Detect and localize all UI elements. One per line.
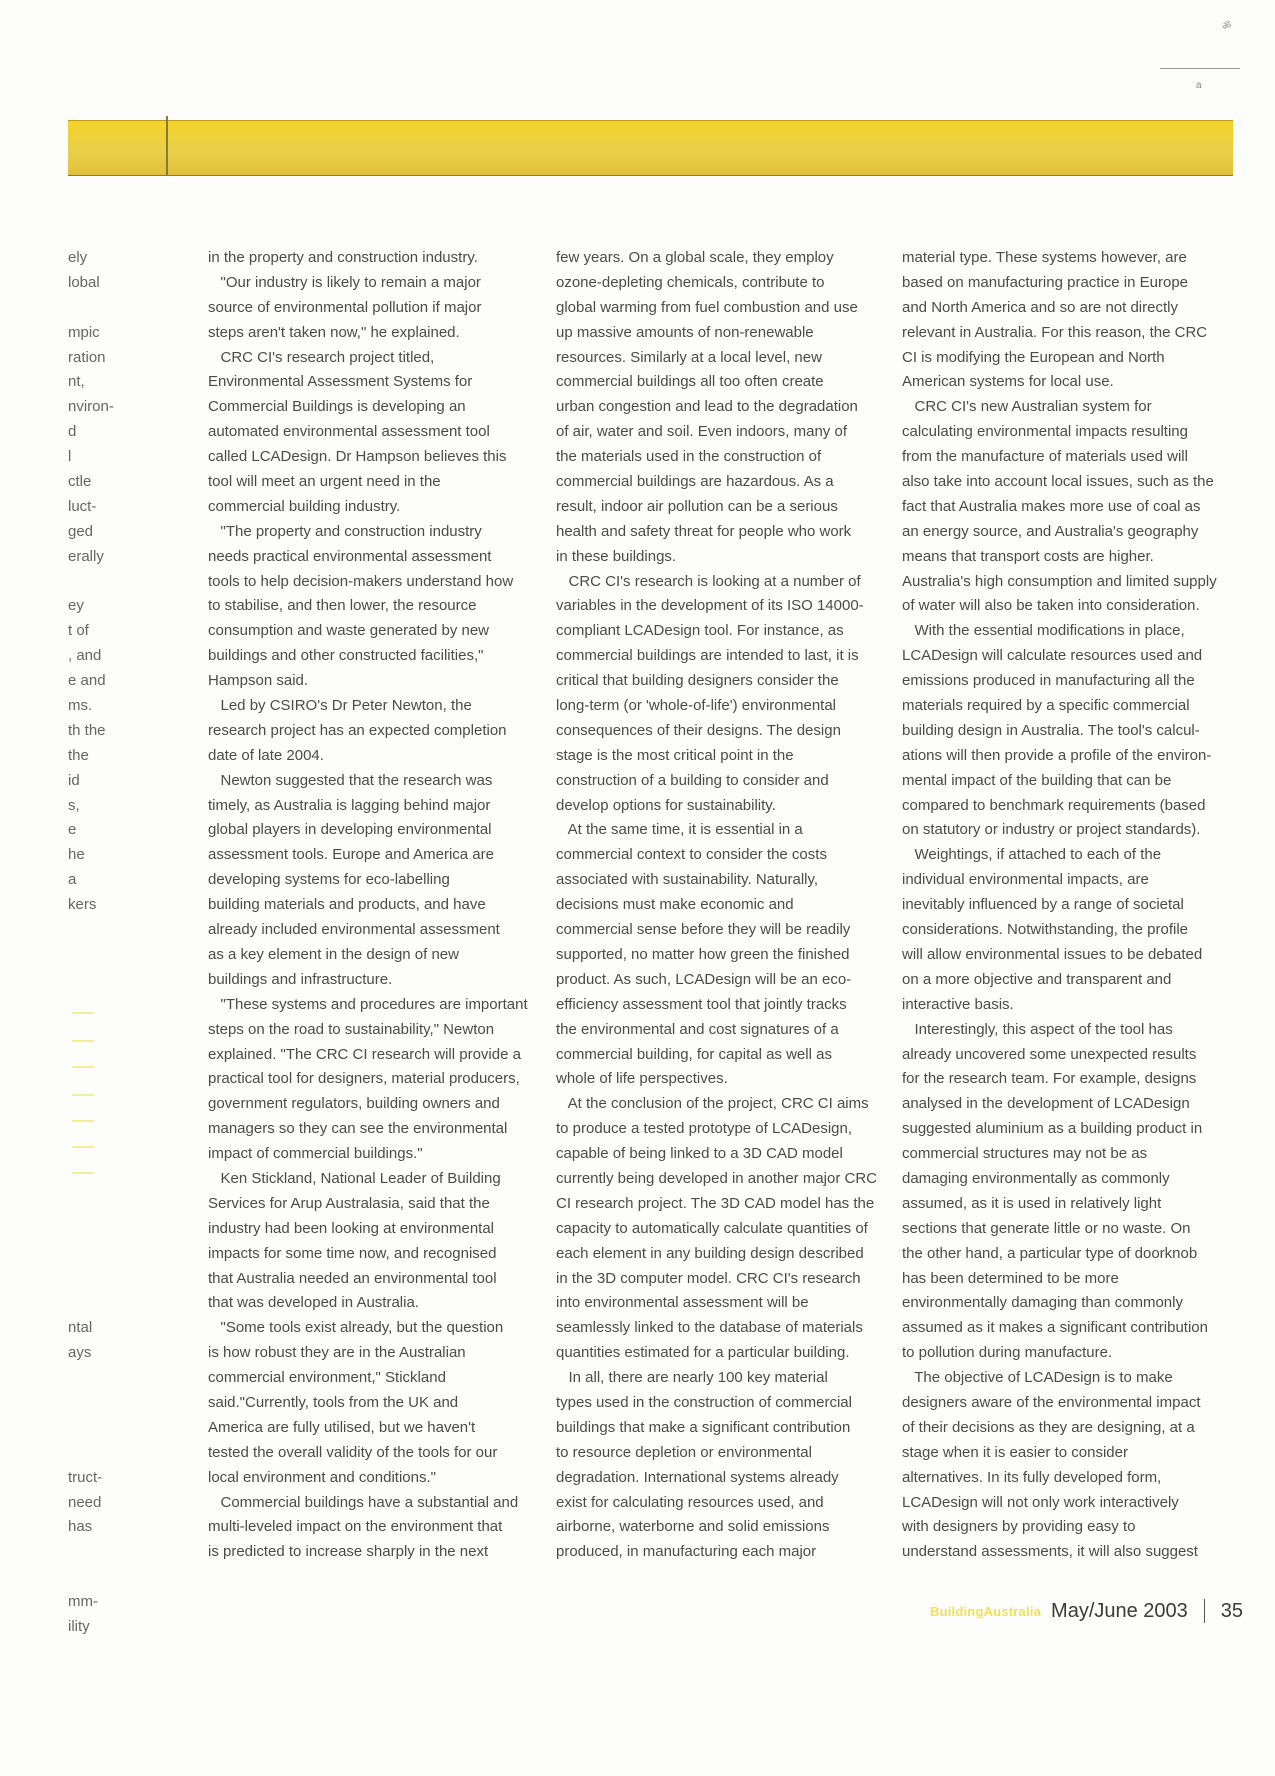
text-line: currently being developed in another major CRC <box>556 1169 878 1187</box>
text-line: commercial buildings are hazardous. As a <box>556 473 834 491</box>
text-line: America are fully utilised, but we haven't <box>208 1418 476 1436</box>
text-line: assumed, as it is used in relatively light <box>902 1194 1162 1212</box>
text-line: airborne, waterborne and solid emissions <box>556 1518 830 1536</box>
text-line: whole of life perspectives. <box>556 1070 728 1088</box>
text-line: in the property and construction industry. <box>208 249 478 266</box>
text-line: called LCADesign. Dr Hampson believes this <box>208 448 507 466</box>
text-line: associated with sustainability. Naturally, <box>556 871 819 889</box>
text-line: tool will meet an urgent need in the <box>208 473 441 491</box>
text-line: compared to benchmark requirements (based <box>902 796 1206 814</box>
text-line: stage is the most critical point in the <box>556 746 794 764</box>
edge-fragment: lobal <box>68 273 100 291</box>
text-line: damaging environmentally as commonly <box>902 1169 1170 1187</box>
text-line: practical tool for designers, material producers, <box>208 1070 520 1088</box>
text-line: "The property and construction industry <box>208 522 482 540</box>
article-column-2 <box>556 246 886 1565</box>
text-line: alternatives. In its fully developed form, <box>902 1468 1162 1486</box>
edge-fragment <box>68 1217 138 1242</box>
text-line: analysed in the development of LCADesign <box>902 1095 1190 1113</box>
edge-fragment <box>68 1167 138 1192</box>
text-line: to resource depletion or environmental <box>556 1443 812 1461</box>
text-line: commercial sense before they will be readily <box>556 921 851 939</box>
text-line: Ken Stickland, National Leader of Building <box>208 1169 501 1187</box>
text-line: exist for calculating resources used, and <box>556 1493 824 1511</box>
edge-fragment: th the <box>68 721 106 739</box>
text-line: CI research project. The 3D CAD model has the <box>556 1194 875 1212</box>
text-line: to pollution during manufacture. <box>902 1344 1113 1362</box>
banner-divider <box>166 116 168 176</box>
top-rule <box>1160 68 1240 69</box>
edge-fragment: need <box>68 1493 102 1511</box>
text-line: also take into account local issues, such as the <box>902 473 1214 491</box>
text-line: material type. These systems however, are <box>902 249 1187 266</box>
edge-fragment: e and <box>68 672 106 690</box>
edge-fragment <box>68 1242 138 1267</box>
text-line: calculating environmental impacts resulting <box>902 423 1188 441</box>
text-line: inevitably influenced by a range of societal <box>902 896 1184 914</box>
text-line: sections that generate little or no waste. On <box>902 1219 1191 1237</box>
edge-fragment: ays <box>68 1344 92 1362</box>
text-line: consumption and waste generated by new <box>208 622 490 640</box>
text-line: critical that building designers consider the <box>556 672 839 690</box>
text-line: commercial context to consider the costs <box>556 846 827 864</box>
text-line: local environment and conditions." <box>208 1468 436 1486</box>
text-line: said."Currently, tools from the UK and <box>208 1393 459 1411</box>
edge-fragment: he <box>68 846 85 864</box>
text-line: seamlessly linked to the database of materials <box>556 1319 863 1337</box>
edge-fragment <box>68 968 138 993</box>
text-line: the other hand, a particular type of doorknob <box>902 1244 1198 1262</box>
text-line: commercial environment," Stickland <box>208 1369 446 1387</box>
left-edge-fragments <box>68 246 138 1640</box>
text-line: Weightings, if attached to each of the <box>902 846 1162 864</box>
text-line: buildings and other constructed facilities," <box>208 647 484 665</box>
text-line: global warming from fuel combustion and use <box>556 298 858 316</box>
text-line: CRC CI's research is looking at a number of <box>556 572 861 590</box>
edge-fragment <box>68 570 138 595</box>
edge-fragment <box>68 1366 138 1391</box>
text-line: is how robust they are in the Australian <box>208 1344 466 1362</box>
text-line: produced, in manufacturing each major <box>556 1543 817 1561</box>
text-line: impacts for some time now, and recognised <box>208 1244 497 1262</box>
text-line: source of environmental pollution if major <box>208 298 482 316</box>
text-line: explained. "The CRC CI research will provide a <box>208 1045 521 1063</box>
text-line: few years. On a global scale, they employ <box>556 249 834 266</box>
text-line: an energy source, and Australia's geography <box>902 522 1199 540</box>
text-line: emissions produced in manufacturing all the <box>902 672 1195 690</box>
edge-fragment <box>68 943 138 968</box>
text-line: construction of a building to consider and <box>556 771 829 789</box>
text-line: Hampson said. <box>208 672 309 690</box>
magazine-brand: BuildingAustralia <box>930 1603 1042 1619</box>
edge-fragment: nviron- <box>68 398 114 416</box>
text-line: is predicted to increase sharply in the next <box>208 1543 489 1561</box>
text-line: from the manufacture of materials used will <box>902 448 1188 466</box>
text-line: assumed as it makes a significant contribution <box>902 1319 1208 1337</box>
edge-fragment: id <box>68 771 80 789</box>
text-line: In all, there are nearly 100 key material <box>556 1369 828 1387</box>
header-banner <box>68 120 1233 176</box>
edge-fragment: the <box>68 746 89 764</box>
text-line: At the conclusion of the project, CRC CI aims <box>556 1095 869 1113</box>
text-line: ozone-depleting chemicals, contribute to <box>556 273 825 291</box>
text-line: compliant LCADesign tool. For instance, as <box>556 622 844 640</box>
text-line: into environmental assessment will be <box>556 1294 809 1312</box>
text-line: as a key element in the design of new <box>208 945 459 963</box>
edge-fragment: nt, <box>68 373 85 391</box>
text-line: for the research team. For example, designs <box>902 1070 1197 1088</box>
text-line: assessment tools. Europe and America are <box>208 846 494 864</box>
text-line: result, indoor air pollution can be a serious <box>556 497 838 515</box>
text-line: Led by CSIRO's Dr Peter Newton, the <box>208 697 472 715</box>
text-line: resources. Similarly at a local level, new <box>556 348 822 366</box>
edge-fragment <box>68 1267 138 1292</box>
text-line: product. As such, LCADesign will be an eco- <box>556 970 852 988</box>
text-line: Environmental Assessment Systems for <box>208 373 473 391</box>
text-line: environmentally damaging than commonly <box>902 1294 1183 1312</box>
text-line: capable of being linked to a 3D CAD model <box>556 1145 843 1163</box>
page-footer <box>930 1596 1243 1626</box>
text-line: timely, as Australia is lagging behind major <box>208 796 491 814</box>
text-line: "Some tools exist already, but the question <box>208 1319 504 1337</box>
text-line: efficiency assessment tool that jointly tracks <box>556 995 847 1013</box>
text-line: tools to help decision-makers understand how <box>208 572 514 590</box>
edge-fragment <box>68 1067 138 1092</box>
text-line: industry had been looking at environmental <box>208 1219 495 1237</box>
edge-fragment <box>68 1540 138 1565</box>
text-line: quantities estimated for a particular building. <box>556 1344 850 1362</box>
text-line: the environmental and cost signatures of a <box>556 1020 839 1038</box>
text-line: variables in the development of its ISO 14000- <box>556 597 864 615</box>
text-line: in the 3D computer model. CRC CI's research <box>556 1269 861 1287</box>
text-line: multi-leveled impact on the environment that <box>208 1518 503 1536</box>
edge-fragment: l <box>68 448 72 466</box>
edge-fragment: kers <box>68 896 97 914</box>
edge-fragment: a <box>68 871 77 889</box>
edge-fragment: ged <box>68 522 94 540</box>
text-line: and North America and so are not directly <box>902 298 1178 316</box>
edge-fragment <box>68 296 138 321</box>
edge-fragment <box>68 1043 138 1068</box>
text-line: the materials used in the construction of <box>556 448 822 466</box>
edge-fragment <box>68 918 138 943</box>
text-line: CRC CI's new Australian system for <box>902 398 1152 416</box>
text-line: steps aren't taken now," he explained. <box>208 323 460 341</box>
edge-fragment: t of <box>68 622 89 640</box>
text-line: each element in any building design described <box>556 1244 864 1262</box>
text-line: buildings that make a significant contribution <box>556 1418 851 1436</box>
edge-fragment <box>68 1441 138 1466</box>
text-line: With the essential modifications in place, <box>902 622 1185 640</box>
text-line: Commercial Buildings is developing an <box>208 398 466 416</box>
edge-fragment: mpic <box>68 323 100 341</box>
text-line: of air, water and soil. Even indoors, many of <box>556 423 847 441</box>
text-line: The objective of LCADesign is to make <box>902 1369 1173 1387</box>
text-line: decisions must make economic and <box>556 896 794 914</box>
text-line: needs practical environmental assessment <box>208 547 492 565</box>
text-line: of water will also be taken into consideration. <box>902 597 1200 615</box>
edge-fragment: ration <box>68 348 106 366</box>
text-line: "Our industry is likely to remain a major <box>208 273 481 291</box>
text-line: of their decisions as they are designing, at a <box>902 1418 1195 1436</box>
text-line: tested the overall validity of the tools for our <box>208 1443 498 1461</box>
text-line: Interestingly, this aspect of the tool has <box>902 1020 1173 1038</box>
text-line: understand assessments, it will also suggest <box>902 1543 1198 1561</box>
text-line: to stabilise, and then lower, the resource <box>208 597 477 615</box>
text-line: has been determined to be more <box>902 1269 1119 1287</box>
text-line: LCADesign will calculate resources used and <box>902 647 1203 665</box>
issue-date: May/June 2003 <box>1051 1599 1188 1622</box>
text-line: develop options for sustainability. <box>556 796 776 814</box>
text-line: commercial building, for capital as well as <box>556 1045 832 1063</box>
edge-fragment: , and <box>68 647 102 665</box>
text-line: American systems for local use. <box>902 373 1114 391</box>
text-line: with designers by providing easy to <box>902 1518 1136 1536</box>
text-line: health and safety threat for people who work <box>556 522 852 540</box>
edge-fragment: has <box>68 1518 93 1536</box>
text-line: long-term (or 'whole-of-life') environmental <box>556 697 836 715</box>
text-line: building design in Australia. The tool's calcul- <box>902 721 1200 739</box>
text-line: Commercial buildings have a substantial and <box>208 1493 519 1511</box>
edge-fragment: ctle <box>68 473 92 491</box>
edge-fragment <box>68 1291 138 1316</box>
text-line: global players in developing environmental <box>208 821 492 839</box>
text-line: CI is modifying the European and North <box>902 348 1165 366</box>
text-line: consequences of their designs. The design <box>556 721 841 739</box>
text-line: stage when it is easier to consider <box>902 1443 1128 1461</box>
text-line: types used in the construction of commercial <box>556 1393 852 1411</box>
text-line: steps on the road to sustainability," Newton <box>208 1020 495 1038</box>
text-line: considerations. Notwithstanding, the profile <box>902 921 1188 939</box>
text-line: date of late 2004. <box>208 746 324 764</box>
text-line: building materials and products, and have <box>208 896 486 914</box>
text-line: individual environmental impacts, are <box>902 871 1149 889</box>
edge-fragment: s, <box>68 796 80 814</box>
text-line: will allow environmental issues to be debated <box>902 945 1203 963</box>
article-column-1 <box>208 246 538 1565</box>
text-line: in these buildings. <box>556 547 677 565</box>
text-line: capacity to automatically calculate quantities of <box>556 1219 868 1237</box>
text-line: Services for Arup Australasia, said that the <box>208 1194 490 1212</box>
edge-fragment: erally <box>68 547 104 565</box>
text-line: urban congestion and lead to the degradation <box>556 398 858 416</box>
edge-fragment: luct- <box>68 497 97 515</box>
text-line: Australia's high consumption and limited supply <box>902 572 1217 590</box>
text-line: commercial buildings are intended to last, it is <box>556 647 859 665</box>
text-line: to produce a tested prototype of LCADesign, <box>556 1120 853 1138</box>
edge-fragment: ility <box>68 1617 90 1635</box>
text-line: that was developed in Australia. <box>208 1294 419 1312</box>
edge-fragment: d <box>68 423 77 441</box>
text-line: buildings and infrastructure. <box>208 970 393 988</box>
text-line: already uncovered some unexpected results <box>902 1045 1197 1063</box>
edge-fragment: mm- <box>68 1593 98 1611</box>
text-line: interactive basis. <box>902 995 1014 1013</box>
text-line: up massive amounts of non-renewable <box>556 323 814 341</box>
edge-fragment <box>68 1416 138 1441</box>
text-line: commercial buildings all too often create <box>556 373 824 391</box>
text-line: relevant in Australia. For this reason, the CRC <box>902 323 1208 341</box>
text-line: designers aware of the environmental impact <box>902 1393 1201 1411</box>
text-line: government regulators, building owners and <box>208 1095 500 1113</box>
text-line: automated environmental assessment tool <box>208 423 490 441</box>
text-line: CRC CI's research project titled, <box>208 348 435 366</box>
edge-fragment <box>68 1391 138 1416</box>
text-line: that Australia needed an environmental tool <box>208 1269 497 1287</box>
edge-fragment <box>68 1192 138 1217</box>
text-line: research project has an expected completion <box>208 721 507 739</box>
text-line: "These systems and procedures are important <box>208 995 528 1013</box>
text-line: supported, no matter how green the finished <box>556 945 850 963</box>
edge-fragment <box>68 1018 138 1043</box>
text-line: At the same time, it is essential in a <box>556 821 803 839</box>
text-line: developing systems for eco-labelling <box>208 871 450 889</box>
text-line: ations will then provide a profile of the environ- <box>902 746 1212 764</box>
text-line: based on manufacturing practice in Europe <box>902 273 1189 291</box>
text-line: means that transport costs are higher. <box>902 547 1154 565</box>
text-line: impact of commercial buildings." <box>208 1145 423 1163</box>
page-number: 35 <box>1220 1599 1244 1622</box>
edge-fragment <box>68 1565 138 1590</box>
edge-fragment: ely <box>68 249 88 266</box>
small-mark: a <box>1196 80 1202 91</box>
text-line: managers so they can see the environmental <box>208 1120 508 1138</box>
text-line: commercial building industry. <box>208 497 401 515</box>
text-line: commercial structures may not be as <box>902 1145 1148 1163</box>
edge-fragment: ey <box>68 597 84 615</box>
edge-fragment: e <box>68 821 77 839</box>
text-line: LCADesign will not only work interactively <box>902 1493 1179 1511</box>
text-line: on a more objective and transparent and <box>902 970 1172 988</box>
text-line: Newton suggested that the research was <box>208 771 493 789</box>
text-line: on statutory or industry or project standards). <box>902 821 1201 839</box>
footer-separator <box>1204 1599 1205 1623</box>
text-line: materials required by a specific commercial <box>902 697 1190 715</box>
corner-glyph: ॐ <box>1222 21 1232 32</box>
edge-fragment: ms. <box>68 697 93 715</box>
edge-fragment: ntal <box>68 1319 93 1337</box>
article-column-3 <box>902 246 1232 1565</box>
text-line: mental impact of the building that can be <box>902 771 1172 789</box>
text-line: degradation. International systems already <box>556 1468 839 1486</box>
text-line: already included environmental assessment <box>208 921 500 939</box>
text-line: fact that Australia makes more use of coal as <box>902 497 1201 515</box>
edge-fragment: truct- <box>68 1468 103 1486</box>
text-line: suggested aluminium as a building product in <box>902 1120 1203 1138</box>
edge-fragment <box>68 1092 138 1117</box>
